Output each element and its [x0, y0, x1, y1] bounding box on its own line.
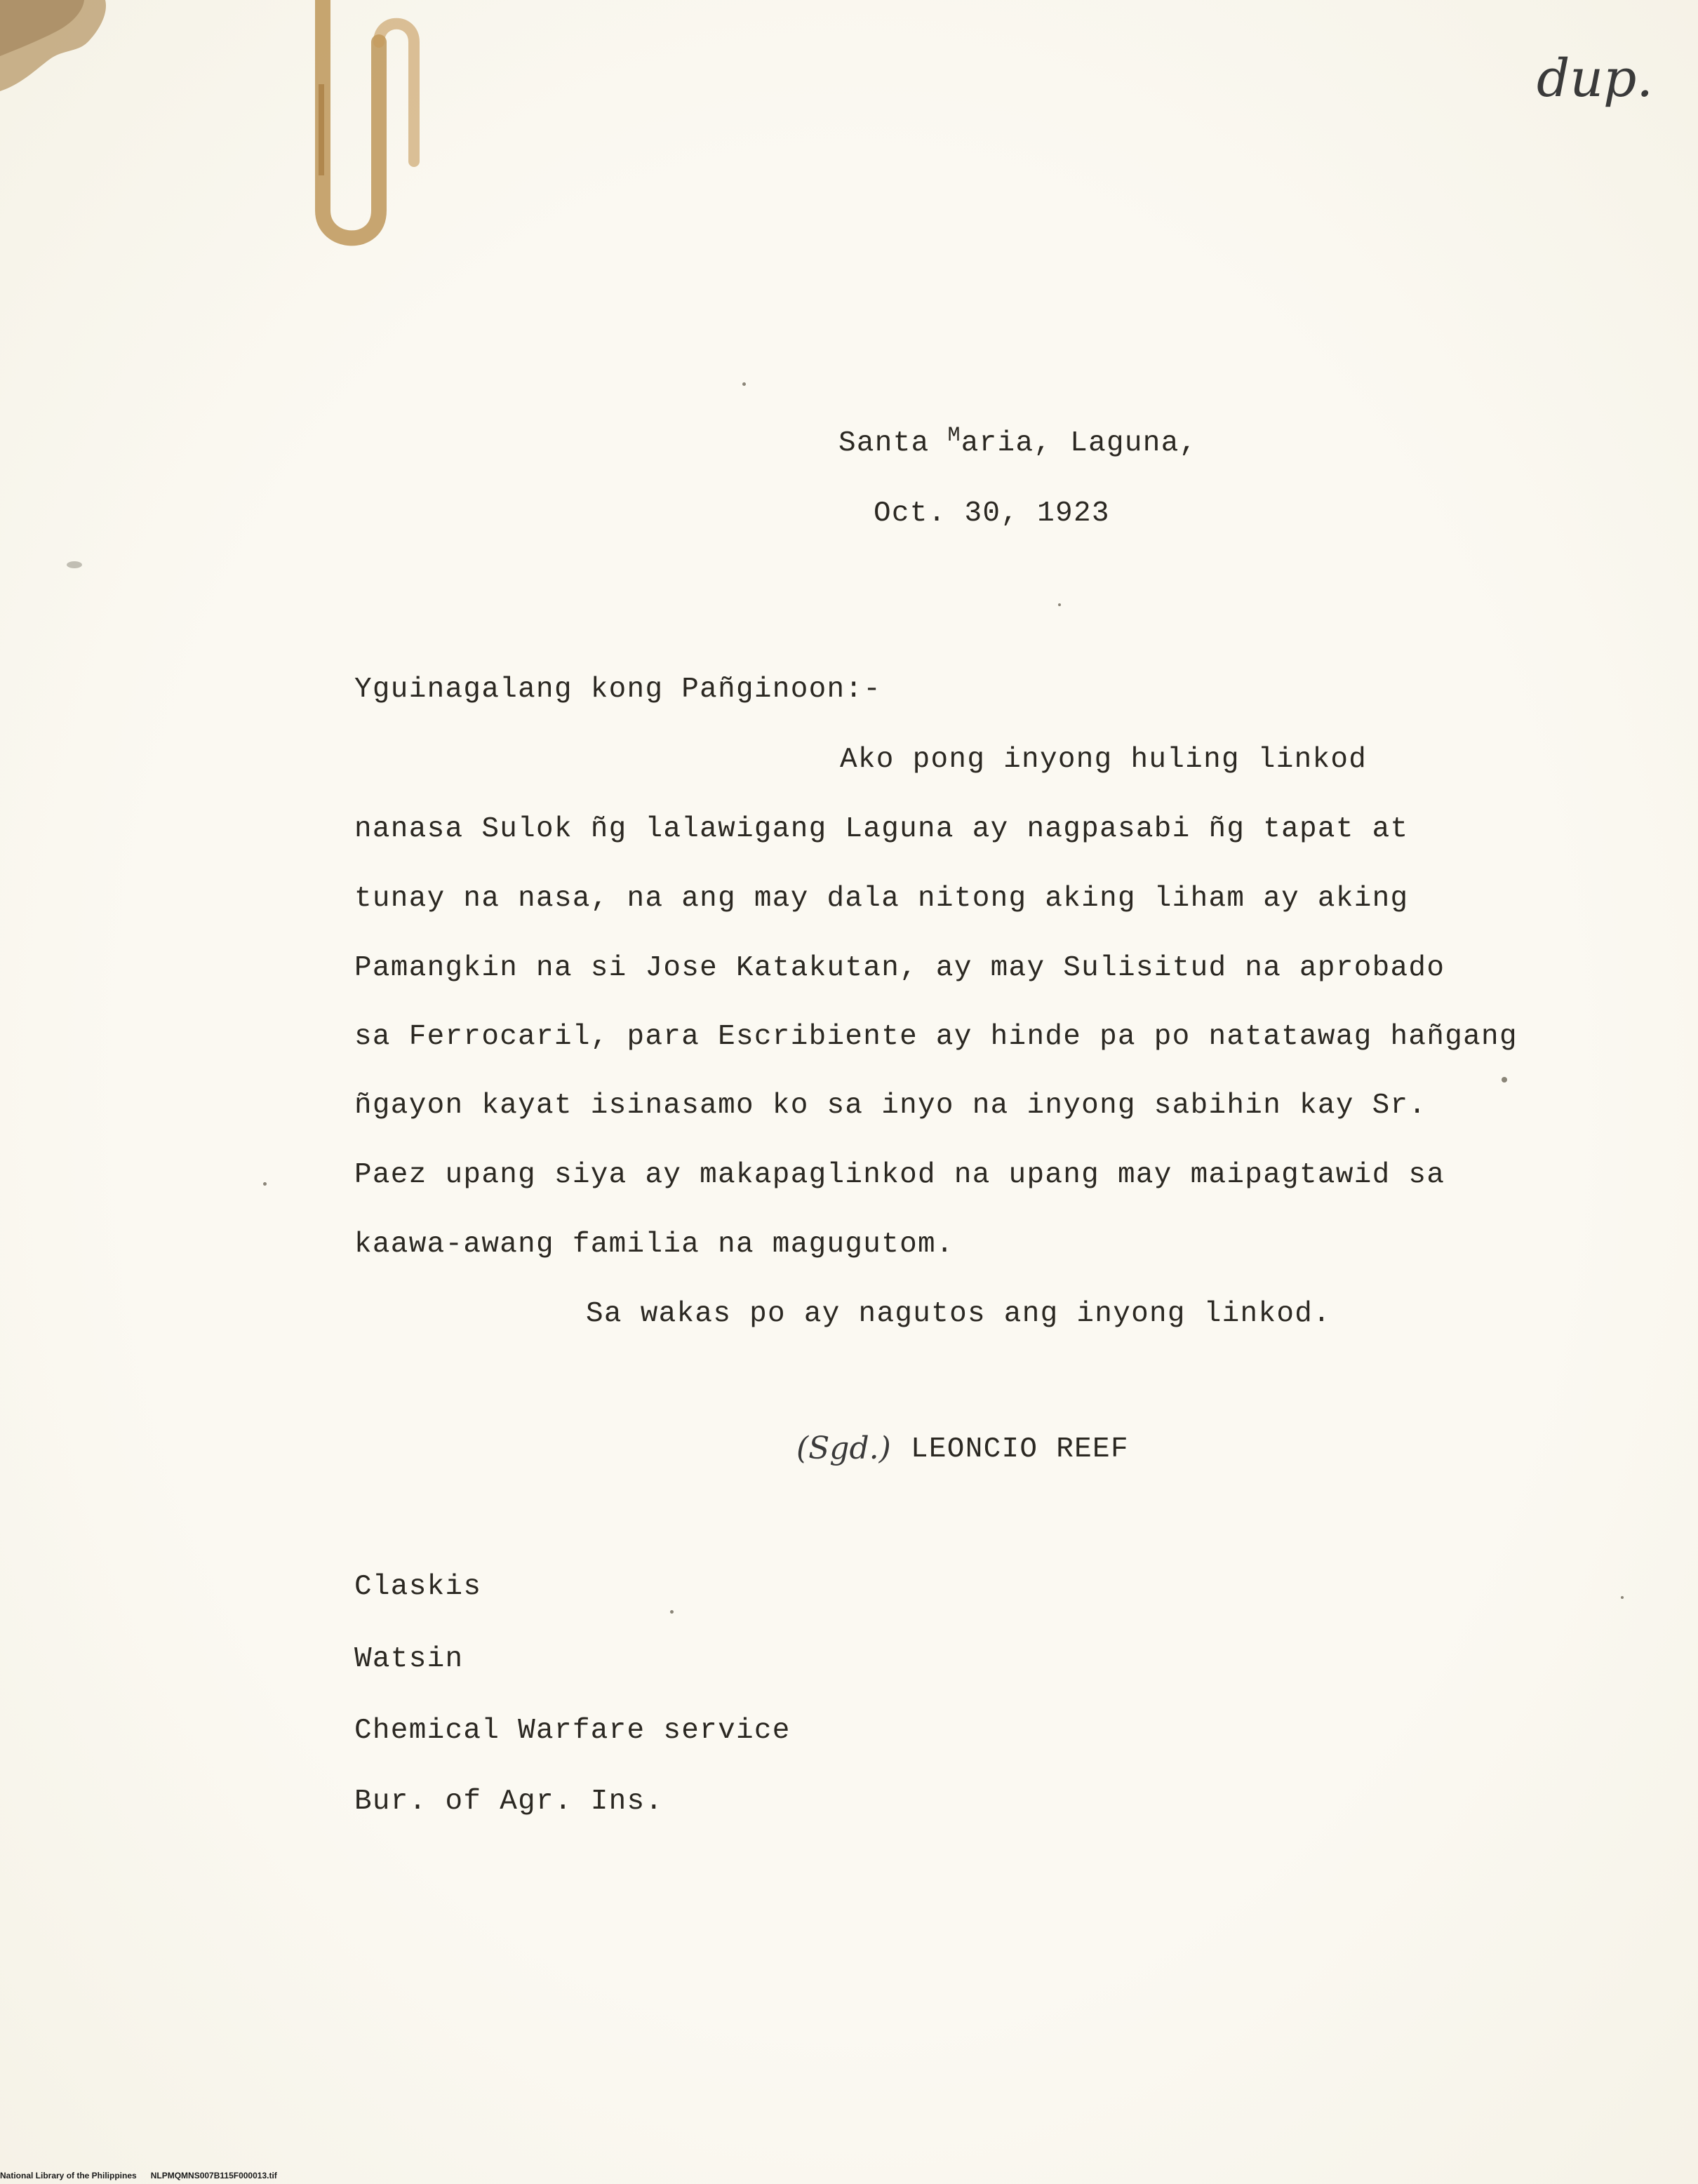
paper-speck [1621, 1596, 1624, 1599]
distribution-item: Bur. of Agr. Ins. [354, 1786, 664, 1818]
paper-speck [263, 1182, 267, 1186]
archive-footer [0, 2171, 277, 2180]
signature-handwritten-prefix: (Sgd.) [796, 1431, 891, 1466]
paperclip-rust-stain [302, 0, 456, 267]
paper-speck [1058, 603, 1061, 606]
corner-stain [0, 0, 112, 105]
heading-date: Oct. 30, 1923 [874, 497, 1110, 530]
body-line-6: ñgayon kayat isinasamo ko sa inyo na inyong sabihin kay Sr. [354, 1090, 1427, 1122]
footer-filename: NLPMQMNS007B115F000013.tif [150, 2171, 277, 2180]
heading-place [838, 424, 1198, 460]
distribution-item: Chemical Warfare service [354, 1715, 791, 1747]
place-raised-letter: M [947, 424, 961, 448]
closing-line: Sa wakas po ay nagutos ang inyong linkod. [586, 1298, 1332, 1330]
corner-annotation: dup. [1537, 48, 1653, 109]
body-line-7: Paez upang siya ay makapaglinkod na upang may maipagtawid sa [354, 1159, 1445, 1191]
body-line-8: kaawa-awang familia na magugutom. [354, 1228, 954, 1261]
body-line-2: nanasa Sulok ñg lalawigang Laguna ay nagpasabi ñg tapat at [354, 813, 1409, 845]
paper-speck [742, 382, 746, 386]
body-line-5: sa Ferrocaril, para Escribiente ay hinde pa po natatawag hañgang [354, 1021, 1518, 1053]
body-line-1: Ako pong inyong huling linkod [840, 744, 1368, 776]
signature-name: LEONCIO REEF [911, 1433, 1129, 1466]
paper-speck [1502, 1077, 1507, 1083]
salutation: Yguinagalang kong Pañginoon:- [354, 674, 882, 706]
footer-institution: National Library of the Philippines [0, 2171, 137, 2180]
paper-speck [67, 561, 82, 568]
distribution-item: Claskis [354, 1571, 482, 1603]
distribution-item: Watsin [354, 1643, 464, 1675]
body-line-4: Pamangkin na si Jose Katakutan, ay may Sulisitud na aprobado [354, 952, 1445, 984]
place-rest: aria, Laguna, [961, 427, 1198, 460]
body-line-3: tunay na nasa, na ang may dala nitong aking liham ay aking [354, 883, 1409, 915]
paper-speck [670, 1610, 674, 1614]
place-prefix: Santa [838, 427, 948, 460]
